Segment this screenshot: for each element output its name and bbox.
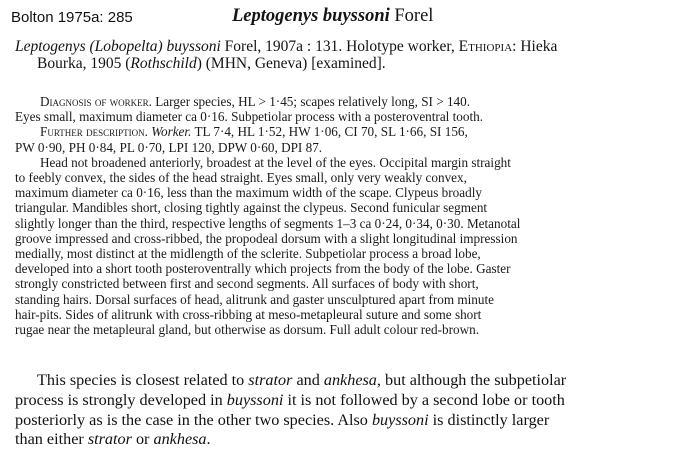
type-entry-date: Bourka, 1905 ( — [37, 55, 131, 72]
morphology-line: maximum diameter ca 0·16, less than the maximum width of the scape. Clypeus broadly — [15, 185, 482, 201]
species-binomial: Leptogenys buyssoni — [232, 6, 390, 26]
comparative-comment — [15, 371, 690, 450]
morphology-line: standing hairs. Dorsal surfaces of head, alitrunk and gaster unsculptured apart from minute — [15, 291, 494, 307]
species-title — [232, 6, 433, 27]
diagnosis-paragraph — [15, 94, 687, 124]
diagnosis-line-1 — [15, 94, 687, 109]
species-name-ankhesa: ankhesa — [323, 371, 377, 389]
morphology-paragraph — [15, 155, 687, 337]
comment-line-2 — [15, 391, 690, 411]
morphology-line: medially, most distinct at the midlength of the sclerite. Subpetiolar process a broad lobe, — [15, 246, 481, 262]
comment-text: process is strongly developed in — [15, 390, 223, 409]
morphology-line: strongly constricted between first and second segments. All surfaces of body with short, — [15, 276, 479, 292]
morphology-line: to feebly convex, the sides of the head straight. Eyes small, only very weakly convex, — [15, 170, 467, 186]
comment-line-3 — [15, 411, 690, 431]
species-name-buyssoni: buyssoni — [371, 410, 429, 429]
comment-text: or — [135, 430, 150, 449]
type-entry-depository: ) (MHN, Geneva) [examined]. — [196, 55, 386, 72]
comment-text: . — [206, 430, 211, 449]
description-body — [15, 94, 687, 337]
original-combination: Leptogenys (Lobopelta) buyssoni — [15, 38, 221, 55]
comment-text: This species is closest related to — [37, 371, 245, 389]
diagnosis-text-1: Larger species, HL > 1·45; scapes relatively long, SI > 140. — [155, 94, 471, 109]
species-name-buyssoni: buyssoni — [226, 390, 284, 409]
diagnosis-heading: Diagnosis of worker. — [40, 94, 152, 109]
further-description-paragraph — [15, 124, 687, 154]
comment-text: posteriorly as is the case in the other two species. Also — [15, 410, 368, 429]
comment-line-4 — [15, 430, 690, 450]
morphology-line: slightly longer than the third, respective lengths of segments 1–3 ca 0·24, 0·34, 0·30. Metanotal — [15, 215, 521, 231]
species-name-ankhesa: ankhesa — [153, 430, 207, 449]
citation-label: Bolton 1975a: 285 — [11, 9, 133, 26]
diagnosis-line-2: Eyes small, maximum diameter ca 0·16. Subpetiolar process with a posteroventral tooth. — [15, 109, 484, 125]
morphology-line: groove impressed and cross-ribbed, the propodeal dorsum with a slight longitudinal impression — [15, 230, 518, 246]
type-entry-reference: Forel, 1907a : 131. Holotype worker, — [224, 38, 455, 55]
comment-text: and — [296, 371, 320, 389]
morphology-line: hair-pits. Sides of alitrunk with cross-ribbing at meso-metapleural suture and some short — [15, 306, 482, 322]
type-material-entry — [15, 38, 685, 72]
comment-text: , but although the subpetiolar — [376, 371, 567, 389]
comment-line-1 — [15, 371, 690, 391]
morphology-line: Head not broadened anteriorly, broadest at the level of the eyes. Occipital margin straight — [40, 154, 511, 170]
type-entry-line-2 — [15, 55, 685, 72]
morphology-line: triangular. Mandibles short, closing tightly against the clypeus. Second funicular segment — [15, 200, 488, 216]
comment-text: is distinctly larger — [432, 410, 550, 429]
species-name-strator: strator — [248, 371, 293, 389]
measurements-2: PW 0·90, PH 0·84, PL 0·70, LPI 120, DPW 0·60, DPI 87. — [15, 139, 323, 155]
caste-label: Worker. — [151, 124, 192, 140]
comment-text: it is not followed by a second lobe or tooth — [287, 390, 565, 409]
type-locality-country: Ethiopia — [458, 38, 513, 55]
measurements-1: TL 7·4, HL 1·52, HW 1·06, CI 70, SL 1·66, SI 156, — [194, 124, 468, 140]
morphology-line: developed into a short tooth posteroventrally which projects from the body of the lobe. Gaster — [15, 261, 511, 277]
morphology-line: rugae near the metapleural gland, but otherwise as dorsum. Full adult colour red-brown. — [15, 322, 479, 338]
comment-text: than either — [15, 430, 84, 449]
species-author: Forel — [394, 6, 434, 26]
further-heading: Further description. — [40, 124, 148, 140]
species-name-strator: strator — [87, 430, 132, 449]
type-entry-line-1 — [15, 38, 685, 55]
type-collector: Rothschild — [130, 55, 197, 72]
type-entry-locality: : Hieka — [512, 38, 558, 55]
further-line-1 — [15, 124, 687, 139]
